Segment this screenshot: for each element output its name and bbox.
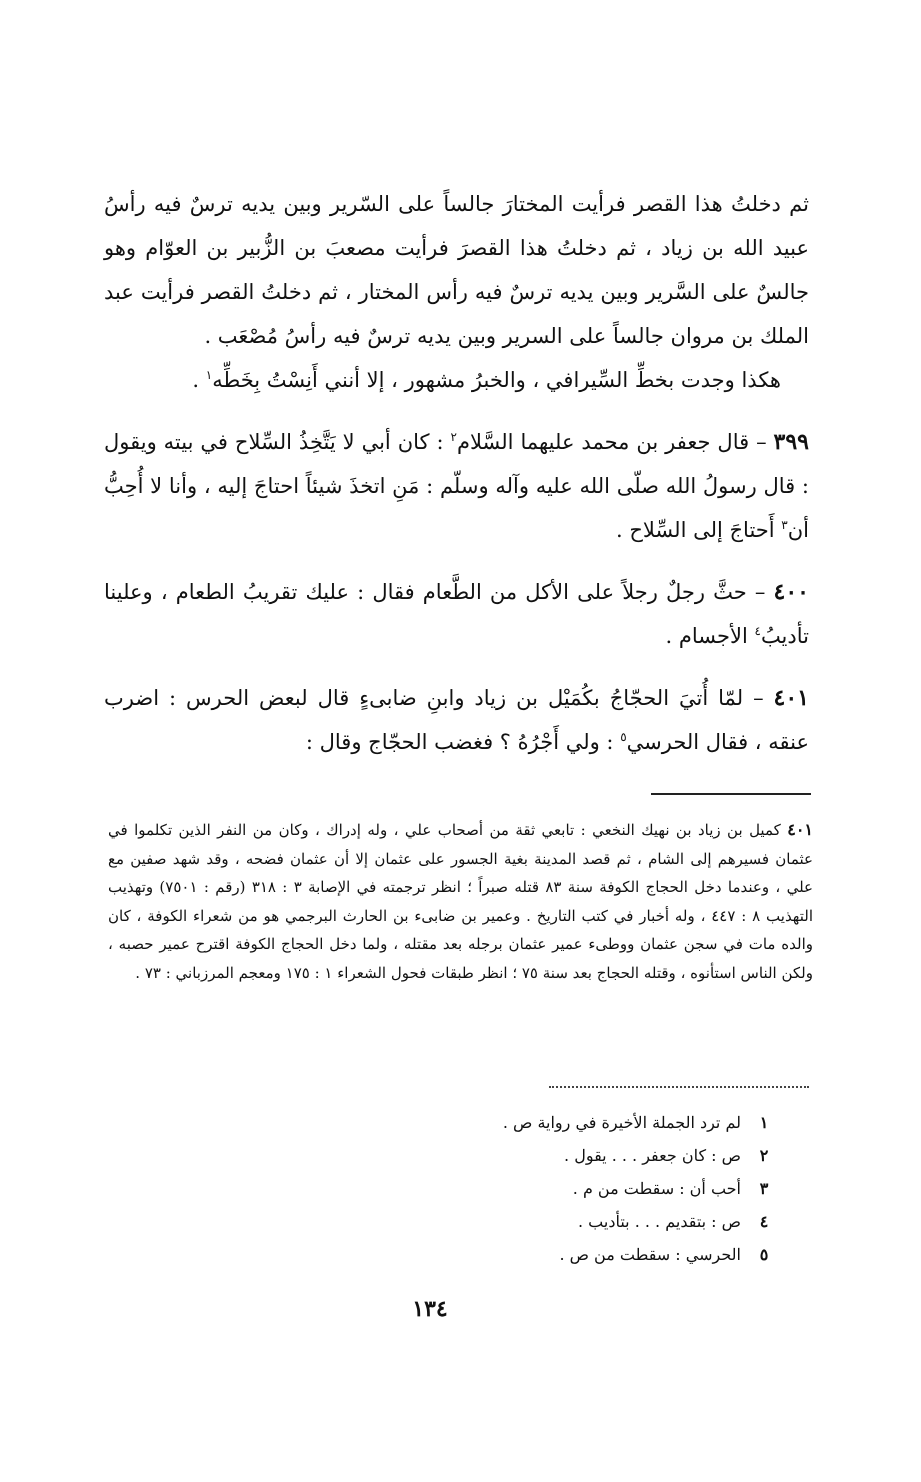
biography-footnote [108,816,813,987]
note-text: ص : بتقديم . . . بتأديب . [578,1212,741,1231]
note-item [273,1172,773,1205]
entry-number: ٤٠١ [773,685,809,711]
intro-line: ثم دخلتُ هذا القصر فرأيت المختارَ جالساً على السّرير وبين يديه ترسٌ فيه رأسُ عبيد الله بن زياد ، ثم دخلتُ هذا القصرَ فرأيت مصعبَ بن الزُّبير بن العوّام وهو جالسٌ على السَّرير وبين يديه ترسٌ فيه رأس المختار ، ثم دخلتُ القصر فرأيت عبد الملك بن مروان جالساً على السرير وبين يديه ترسٌ فيه رأسُ مُصْعَب . [104,192,809,348]
intro-note-text: هكذا وجدت بخطِّ السِّيرافي ، والخبرُ مشهور ، إلا أنني أَنِسْتُ بِخَطِّه [212,368,781,392]
note-number: ١ [759,1113,769,1132]
entry-text: قال جعفر بن محمد عليهما السَّلام [456,430,750,454]
intro-note-line [104,358,809,402]
entry-text: الأجسام . [665,624,755,648]
footnote-marker: ٢ [450,430,457,444]
intro-paragraph [104,182,809,402]
entry-text: لمّا أُتيَ الحجّاجُ بكُمَيْل بن زياد وابنِ ضابىءٍ قال لبعض الحرس : اضرب عنقه ، فقال الحرسي [104,686,809,754]
footnote-marker: ١ [205,368,213,382]
notes-separator [549,1086,809,1088]
variant-notes [273,1106,773,1271]
entry-text: : كان أبي لا يَتَّخِذُ السِّلاح في بيته ويقول : قال رسولُ الله صلّى الله عليه وآله وسلّم : مَنِ اتخذَ شيئاً احتاجَ إليه ، وأنا لا أُحِبُّ أن [104,430,809,542]
main-text [104,182,809,764]
note-number: ٣ [759,1179,769,1198]
note-item [273,1205,773,1238]
note-item [273,1139,773,1172]
note-number: ٥ [759,1245,769,1264]
biography-number: ٤٠١ [787,820,813,839]
entry-text: حثَّ رجلٌ رجلاً على الأكل من الطَّعام فقال : عليك تقريبُ الطعام ، وعلينا تأديبُ [104,580,809,648]
entry-dash: – [743,686,774,710]
note-text: أحب أن : سقطت من م . [572,1179,741,1198]
note-number: ٤ [759,1212,769,1231]
footnote-separator [651,793,811,795]
note-item [273,1106,773,1139]
page-number: ١٣٤ [412,1296,448,1322]
entry-401 [104,676,809,764]
entry-400 [104,570,809,658]
entry-text: : ولي أَجْرُهُ ؟ فغضب الحجّاج وقال : [305,730,621,754]
entry-text: أَحتاجَ إلى السِّلاح . [616,518,782,542]
note-text: ص : كان جعفر . . . يقول . [564,1146,741,1165]
entry-dash: – [749,430,774,454]
intro-note-end: . [192,368,206,392]
note-text: الحرسي : سقطت من ص . [559,1245,741,1264]
footnote-marker: ٣ [781,518,788,532]
footnote-marker: ٤ [754,624,761,638]
entry-399 [104,420,809,552]
entry-number: ٤٠٠ [773,579,809,605]
biography-text: كميل بن زياد بن نهيك النخعي : تابعي ثقة من أصحاب علي ، وله إدراك ، وكان من النفر الذين تكلموا في عثمان فسيرهم إلى الشام ، ثم قصد المدينة بغية الجسور على عثمان إلا أن عثمان فضحه ، وقد شهد صفين مع علي ، وعندما دخل الحجاج الكوفة سنة ٨٣ قتله صبراً ؛ انظر ترجمته في الإصابة ٣ : ٣١٨ (رقم : ٧٥٠١) وتهذيب التهذيب ٨ : ٤٤٧ ، وله أخبار في كتب التاريخ . وعمير بن ضابىء بن الحارث البرجمي هو من شعراء الكوفة ، كان والده مات في سجن عثمان ووطىء عمير عثمان برجله بعد مقتله ، ولما دخل الحجاج الكوفة اقترح عمير حصبه ، ولكن الناس استأنوه ، وقتله الحجاج بعد سنة ٧٥ ؛ انظر طبقات فحول الشعراء ١ : ١٧٥ ومعجم المرزباني : ٧٣ . [108,821,814,982]
entry-dash: – [746,580,774,604]
footnote-marker: ٥ [620,730,627,744]
entry-number: ٣٩٩ [773,429,809,455]
note-item [273,1238,773,1271]
note-text: لم ترد الجملة الأخيرة في رواية ص . [502,1113,741,1132]
note-number: ٢ [759,1146,769,1165]
